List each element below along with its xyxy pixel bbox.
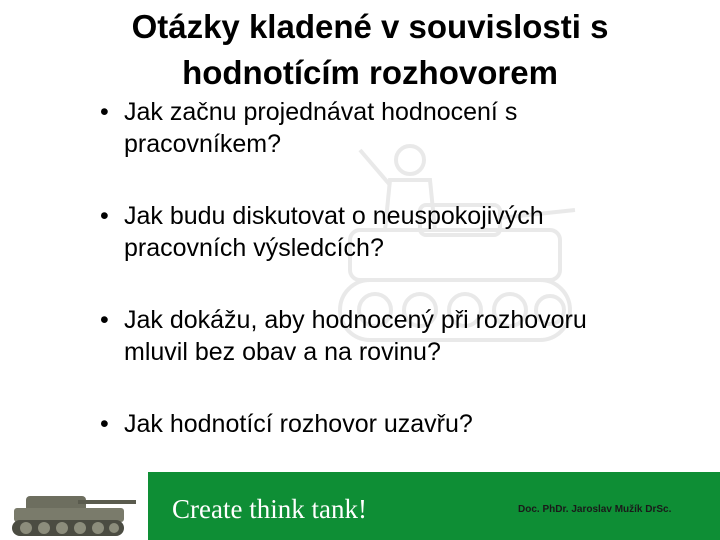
footer-bar bbox=[148, 472, 720, 540]
slide-title-line2: hodnotícím rozhovorem bbox=[182, 54, 558, 91]
bullet-text-line1: Jak dokážu, aby hodnocený při rozhovoru bbox=[124, 306, 587, 334]
bullet-dot: • bbox=[100, 306, 109, 334]
bullet-dot: • bbox=[100, 410, 109, 438]
bullet-list bbox=[96, 96, 696, 480]
bullet-text-line2: pracovních výsledcích? bbox=[124, 234, 384, 262]
slide-title bbox=[60, 4, 680, 96]
bullet-text-line2: pracovníkem? bbox=[124, 130, 282, 158]
bullet-text-line2: mluvil bez obav a na rovinu? bbox=[124, 338, 441, 366]
footer-author: Doc. PhDr. Jaroslav Mužík DrSc. bbox=[518, 504, 672, 515]
slide-title-line1: Otázky kladené v souvislosti s bbox=[131, 8, 609, 45]
list-item bbox=[96, 200, 696, 264]
bullet-text-line1: Jak začnu projednávat hodnocení s bbox=[124, 98, 518, 126]
bullet-text-line1: Jak budu diskutovat o neuspokojivých bbox=[124, 202, 544, 230]
list-item bbox=[96, 408, 696, 440]
tank-icon bbox=[8, 472, 138, 540]
footer-tagline: Create think tank! bbox=[172, 494, 367, 524]
bullet-dot: • bbox=[100, 98, 109, 126]
bullet-text-line1: Jak hodnotící rozhovor uzavřu? bbox=[124, 410, 473, 438]
list-item bbox=[96, 304, 696, 368]
list-item bbox=[96, 96, 696, 160]
bullet-dot: • bbox=[100, 202, 109, 230]
